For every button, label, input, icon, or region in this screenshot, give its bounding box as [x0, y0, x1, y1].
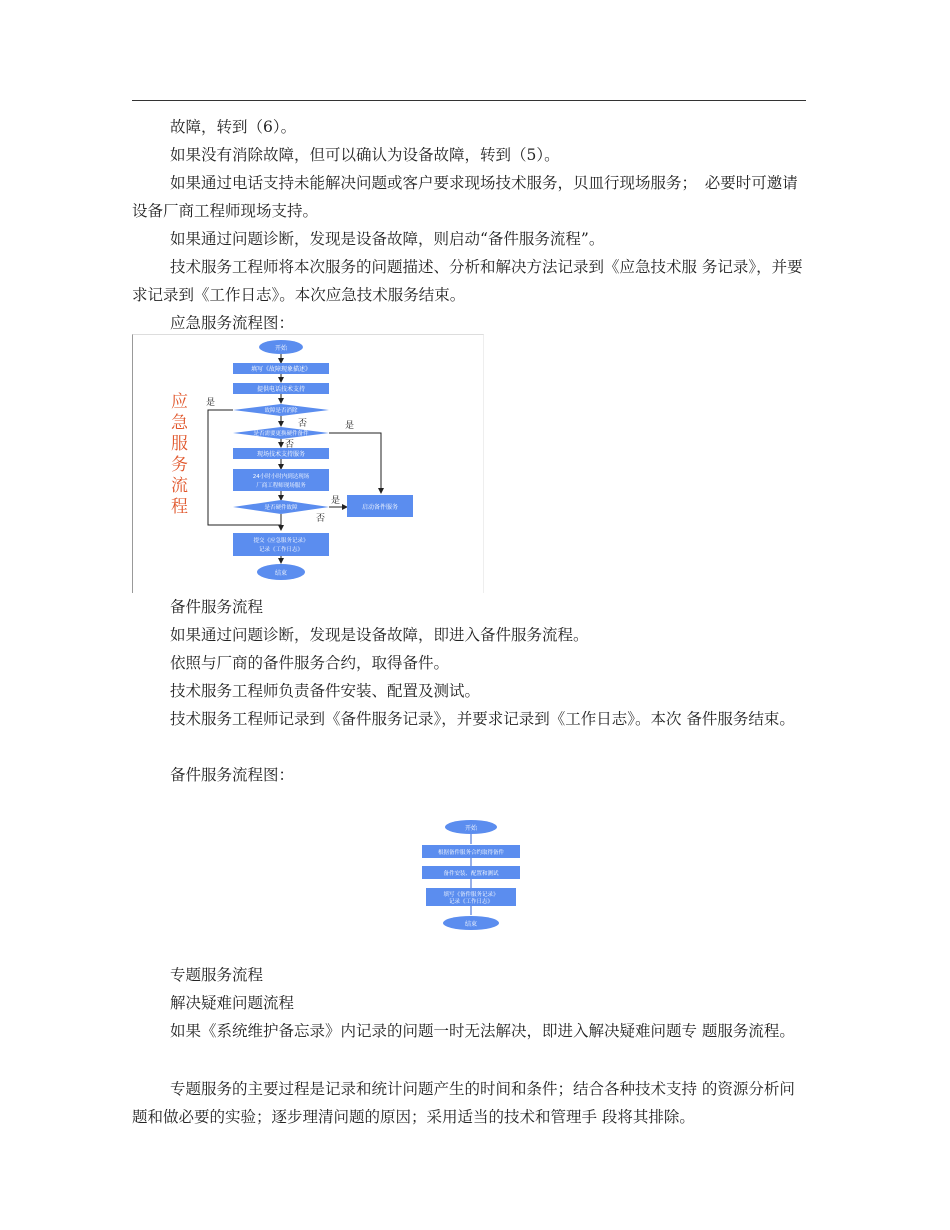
- node-label: 填写《故障现象描述》: [250, 366, 312, 373]
- paragraph: 技术服务工程师将本次服务的问题描述、分析和解决方法记录到《应急技术服 务记录》，并要求记录到《工作日志》。本次应急技术服务结束。: [132, 258, 803, 304]
- node-label: 备件安装、配置和测试: [443, 871, 499, 877]
- edge-label-no: 否: [316, 514, 326, 524]
- subsection-heading: 解决疑难问题流程: [170, 994, 295, 1012]
- node-label: 现场技术支持服务: [256, 451, 306, 458]
- edge-label-no: 否: [285, 440, 295, 450]
- node-label: 填写《备件服务记录》: [443, 892, 499, 898]
- node-label: 是否硬件故障: [264, 505, 298, 511]
- side-title-char: 务: [171, 455, 188, 475]
- figure-caption: 备件服务流程图：: [170, 766, 295, 784]
- node-label: 开始: [464, 825, 478, 832]
- paragraph: 专题服务的主要过程是记录和统计问题产生的时间和条件；结合各种技术支持 的资源分析问题和做必要的实验；逐步理清问题的原因；采用适当的技术和管理手 段将其排除。: [132, 1080, 795, 1126]
- node-label: 结束: [464, 921, 478, 928]
- node-label: 开始: [274, 345, 288, 352]
- spare-flowchart-figure: [416, 818, 526, 934]
- emergency-flowchart: [133, 335, 483, 593]
- node-label: 根据备件服务合约取得备件: [437, 850, 505, 856]
- figure-caption: 应急服务流程图：: [170, 314, 295, 332]
- node-label: 记录《工作日志》: [258, 547, 304, 553]
- node-label: 启动备件服务: [361, 504, 399, 511]
- edge-label-no: 否: [298, 419, 308, 429]
- node-label: 是否需要更换硬件备件: [253, 431, 309, 437]
- paragraph: 如果通过问题诊断，发现是设备故障，则启动“备件服务流程”。: [170, 230, 605, 248]
- paragraph: 如果通过问题诊断，发现是设备故障，即进入备件服务流程。: [170, 626, 589, 644]
- section-heading: 备件服务流程: [170, 598, 264, 616]
- paragraph: 如果通过电话支持未能解决问题或客户要求现场技术服务，贝皿行现场服务； 必要时可邀请设备厂商工程师现场支持。: [132, 174, 798, 220]
- side-title-char: 流: [171, 476, 188, 496]
- edge-label-yes: 是: [206, 398, 216, 408]
- emergency-flowchart-figure: [132, 334, 484, 593]
- edge-label-yes: 是: [331, 496, 341, 506]
- side-title-char: 应: [171, 392, 188, 412]
- paragraph: 技术服务工程师负责备件安装、配置及测试。: [170, 682, 481, 700]
- paragraph: 如果《系统维护备忘录》内记录的问题一时无法解决，即进入解决疑难问题专 题服务流程。: [170, 1022, 795, 1040]
- spare-flowchart: [416, 818, 526, 934]
- node-label: 故障是否消除: [264, 408, 298, 414]
- side-title-char: 服: [171, 434, 188, 454]
- node-label: 提供电话技术支持: [256, 386, 306, 393]
- paragraph: 故障，转到（6）。: [170, 118, 297, 136]
- edge-label-yes: 是: [345, 421, 355, 431]
- section-heading: 专题服务流程: [170, 966, 264, 984]
- node-label: 24小时小时内到达现场: [252, 474, 310, 480]
- side-title-char: 程: [171, 497, 188, 517]
- node-label: 结束: [274, 570, 288, 577]
- side-title-char: 急: [171, 413, 188, 433]
- node-label: 提交《应急服务记录》: [253, 538, 309, 544]
- node-label: 厂商工程师现场服务: [256, 483, 306, 489]
- paragraph: 技术服务工程师记录到《备件服务记录》，并要求记录到《工作日志》。本次 备件服务结束。: [170, 710, 795, 728]
- header-rule: [132, 100, 806, 101]
- paragraph: 如果没有消除故障，但可以确认为设备故障，转到（5）。: [170, 146, 560, 164]
- node-label: 记录《工作日志》: [448, 899, 494, 905]
- paragraph: 依照与厂商的备件服务合约，取得备件。: [170, 654, 450, 672]
